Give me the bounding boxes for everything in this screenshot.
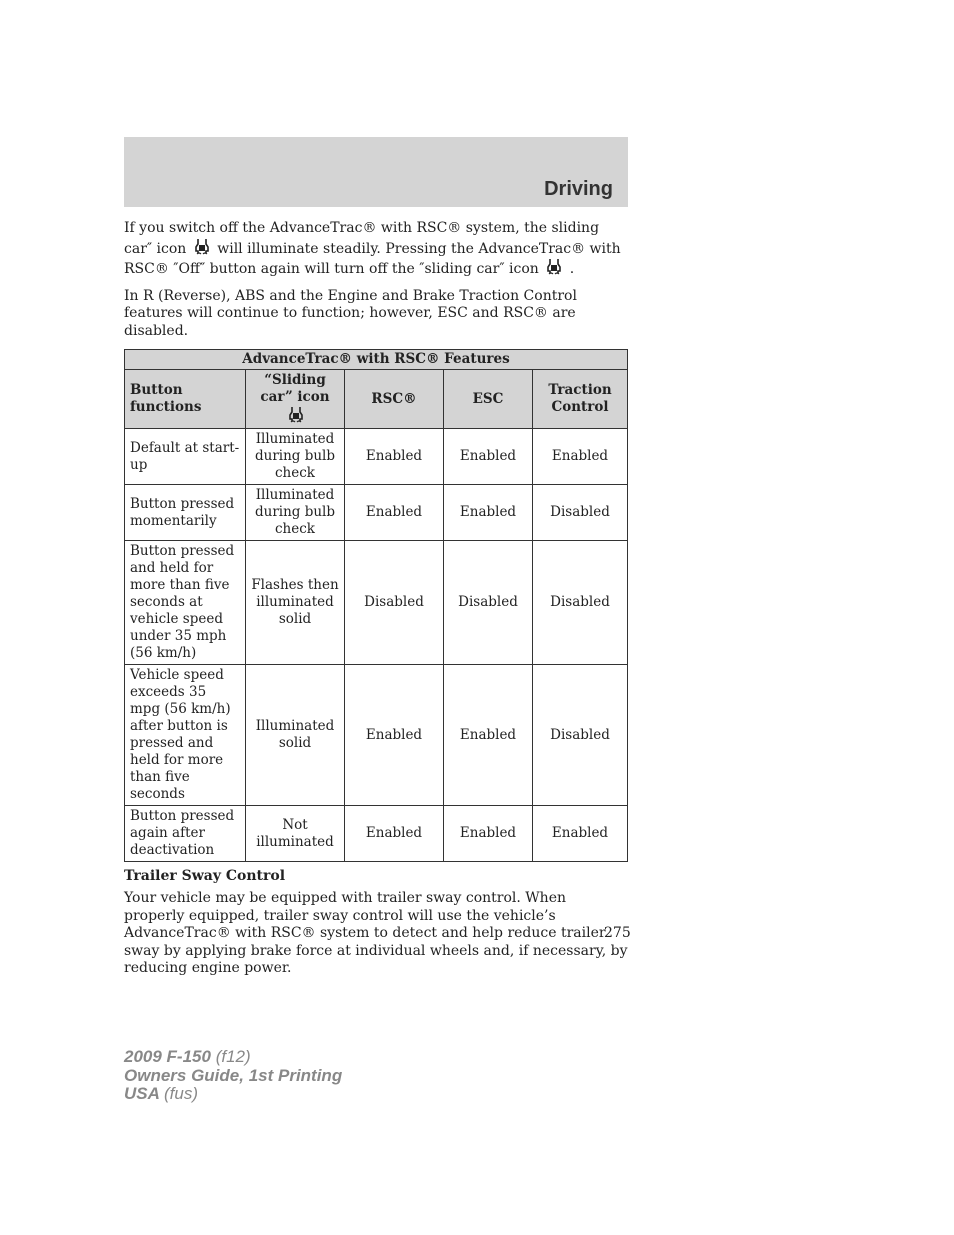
table-cell: Not illuminated <box>246 806 345 862</box>
col-header-esc: ESC <box>444 370 533 429</box>
table-cell: Button pressed again after deactivation <box>125 806 246 862</box>
table-cell: Illuminated during bulb check <box>246 429 345 485</box>
intro-paragraph-2: In R (Reverse), ABS and the Engine and Brake Traction Control features will continue to function; however, ESC and RSC® are disabled. <box>124 287 577 339</box>
table-row <box>125 485 628 541</box>
table-cell: Enabled <box>444 429 533 485</box>
table-cell: Disabled <box>444 541 533 665</box>
intro-text-c: . <box>569 261 575 277</box>
table-cell: Illuminated during bulb check <box>246 485 345 541</box>
table-cell: Enabled <box>444 665 533 806</box>
table-cell: Enabled <box>345 665 444 806</box>
table-cell: Enabled <box>345 429 444 485</box>
footer-model: 2009 F-150 <box>124 1047 211 1066</box>
footer-line-3 <box>124 1085 342 1104</box>
col-header-traction-control: Traction Control <box>533 370 628 429</box>
intro-text-b: will illuminate steadily. Pressing the AdvanceTrac® with RSC® ″Off″ button again will turn off the ″sliding car″ icon <box>124 240 621 277</box>
table-cell: Disabled <box>345 541 444 665</box>
col-header-button-functions: Button functions <box>125 370 246 429</box>
footer-region: USA <box>124 1084 160 1103</box>
table-cell: Enabled <box>533 806 628 862</box>
trailer-sway-paragraph: Your vehicle may be equipped with trailer sway control. When properly equipped, trailer sway control will use the vehicle’s AdvanceTrac® with RSC® system to detect and help reduce trailer sway by applying brake force at individual wheels and, if necessary, by reducing engine power. <box>124 890 628 976</box>
col-header-rsc: RSC® <box>345 370 444 429</box>
table-cell: Vehicle speed exceeds 35 mpg (56 km/h) after button is pressed and held for more than five seconds <box>125 665 246 806</box>
footer-model-code: (f12) <box>215 1047 251 1066</box>
sliding-car-icon <box>289 406 303 424</box>
table-cell: Button pressed and held for more than five seconds at vehicle speed under 35 mph (56 km/h) <box>125 541 246 665</box>
table-cell: Enabled <box>345 806 444 862</box>
table-row <box>125 541 628 665</box>
section-title: Driving <box>544 178 613 200</box>
table-title: AdvanceTrac® with RSC® Features <box>125 350 628 370</box>
page-content <box>124 220 628 978</box>
sliding-car-icon <box>547 258 561 276</box>
footer-imprint <box>124 1048 342 1104</box>
intro-text-a: If you switch off the AdvanceTrac® with RSC® system, the sliding car″ icon <box>124 220 600 257</box>
col-header-sliding-car <box>246 370 345 429</box>
table-cell: Disabled <box>533 541 628 665</box>
table-row <box>125 665 628 806</box>
trailer-sway-heading: Trailer Sway Control <box>124 868 286 884</box>
table-cell: Illuminated solid <box>246 665 345 806</box>
table-row <box>125 806 628 862</box>
col-header-sliding-car-label: “Sliding car” icon <box>260 372 330 405</box>
table-cell: Enabled <box>444 485 533 541</box>
table-cell: Disabled <box>533 665 628 806</box>
table-cell: Enabled <box>444 806 533 862</box>
table-cell: Disabled <box>533 485 628 541</box>
section-header-band <box>124 137 628 207</box>
sliding-car-icon <box>195 238 209 256</box>
table-cell: Flashes then illuminated solid <box>246 541 345 665</box>
table-cell: Enabled <box>533 429 628 485</box>
footer-line-2: Owners Guide, 1st Printing <box>124 1065 343 1085</box>
table-cell: Enabled <box>345 485 444 541</box>
table-header-row <box>125 370 628 429</box>
footer-line-1 <box>124 1048 342 1067</box>
page-number: 275 <box>604 925 631 941</box>
table-cell: Default at start-up <box>125 429 246 485</box>
table-row <box>125 429 628 485</box>
footer-region-code: (fus) <box>164 1084 198 1103</box>
intro-paragraph-1 <box>124 220 628 279</box>
table-cell: Button pressed momentarily <box>125 485 246 541</box>
features-table <box>124 349 628 862</box>
